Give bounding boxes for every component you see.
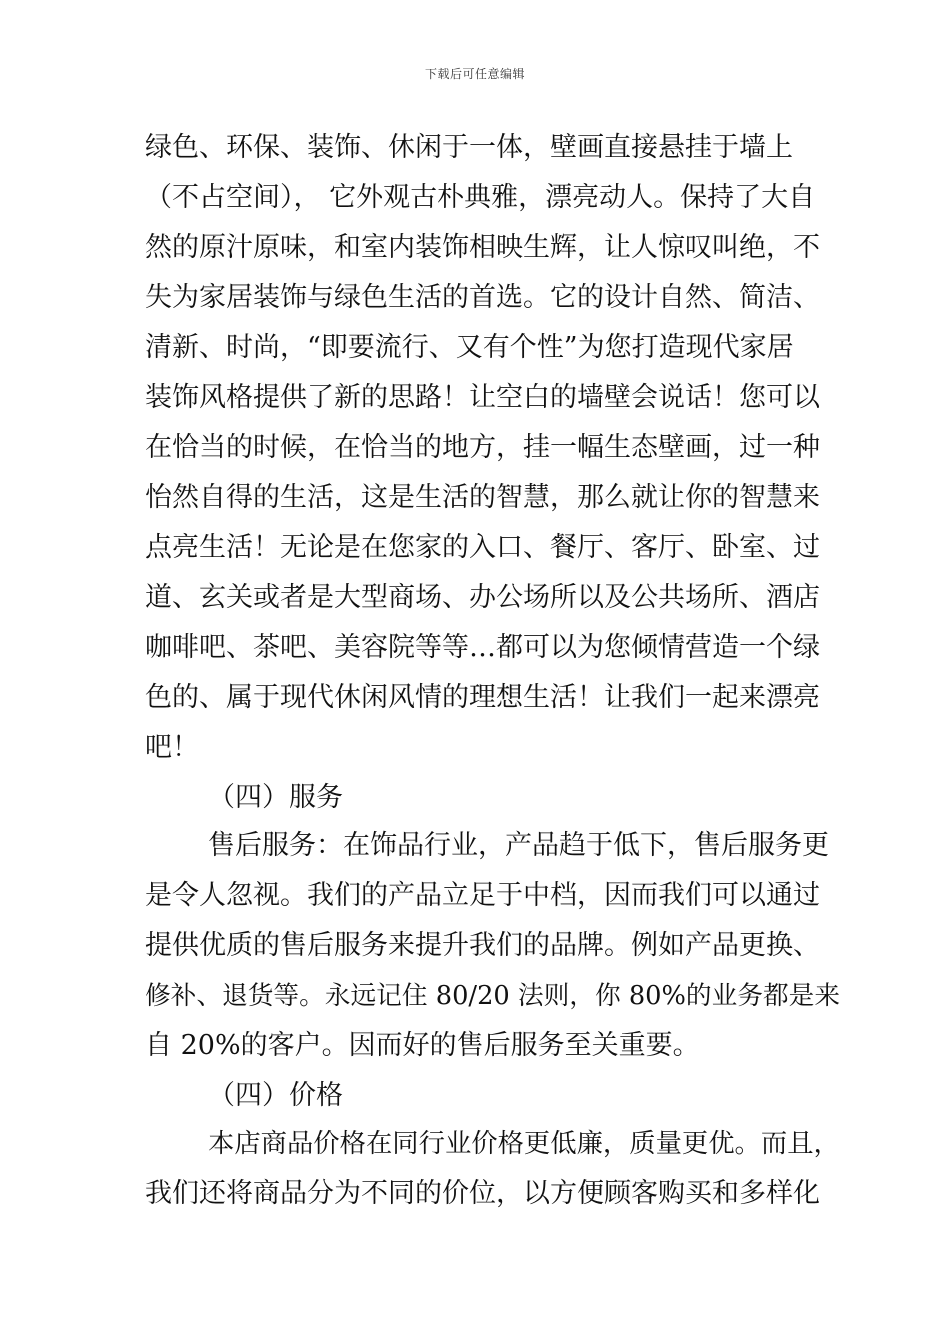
text-line: 失为家居装饰与绿色生活的首选。它的设计自然、简洁、	[145, 282, 820, 313]
page-header: 下载后可任意编辑	[424, 67, 525, 81]
text-line: （不占空间）， 它外观古朴典雅，漂亮动人。保持了大自	[145, 182, 816, 213]
text-line: 然的原汁原味，和室内装饰相映生辉，让人惊叹叫绝，不	[145, 232, 820, 263]
text-line: 在恰当的时候，在恰当的地方，挂一幅生态壁画，过一种	[145, 432, 820, 463]
text-line: 绿色、环保、装饰、休闲于一体，壁画直接悬挂于墙上	[145, 132, 793, 163]
section-heading-price: （四）价格	[208, 1080, 343, 1111]
text-line: 清新、时尚，“即要流行、又有个性”为您打造现代家居	[145, 332, 794, 363]
text-line: 吧！	[145, 732, 199, 763]
text-line: 是令人忽视。我们的产品立足于中档，因而我们可以通过	[145, 880, 820, 911]
text-line: 修补、退货等。永远记住 80/20 法则，你 80%的业务都是来	[145, 981, 841, 1011]
text-line: 本店商品价格在同行业价格更低廉，质量更优。而且，	[208, 1129, 840, 1159]
text-line: 提供优质的售后服务来提升我们的品牌。例如产品更换、	[145, 930, 820, 961]
text-line: 装饰风格提供了新的思路！让空白的墙壁会说话！您可以	[145, 382, 820, 413]
text-line: 我们还将商品分为不同的价位，以方便顾客购买和多样化	[145, 1178, 820, 1209]
section-heading-service: （四）服务	[208, 782, 343, 813]
text-line: 道、玄关或者是大型商场、办公场所以及公共场所、酒店	[145, 582, 820, 613]
text-line: 售后服务：在饰品行业，产品趋于低下，售后服务更	[208, 830, 829, 861]
text-line: 色的、属于现代休闲风情的理想生活！让我们一起来漂亮	[145, 682, 820, 713]
text-line: 怡然自得的生活，这是生活的智慧，那么就让你的智慧来	[145, 482, 820, 513]
text-line: 自 20%的客户。因而好的售后服务至关重要。	[145, 1030, 700, 1061]
text-line: 点亮生活！无论是在您家的入口、餐厅、客厅、卧室、过	[145, 532, 820, 563]
text-line: 咖啡吧、茶吧、美容院等等…都可以为您倾情营造一个绿	[145, 632, 820, 663]
